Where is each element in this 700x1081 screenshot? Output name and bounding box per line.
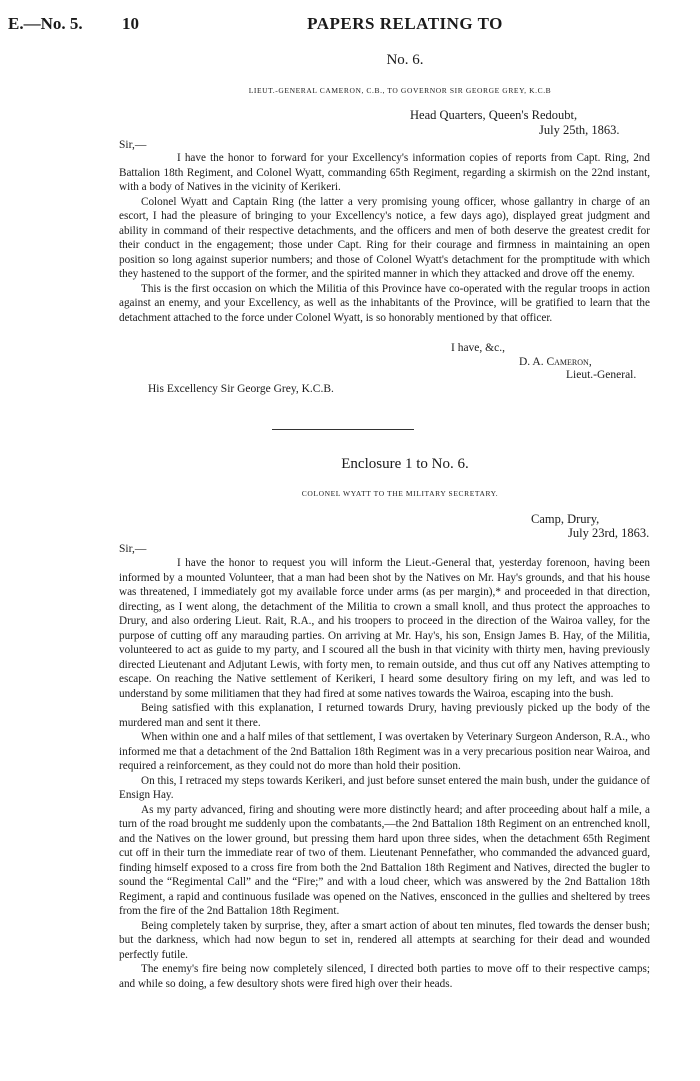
letter-number: No. 6. [386, 52, 424, 68]
letter-paragraph-1: I have the honor to forward for your Excellency's information copies of reports from Capt. Ring, 2nd Battalion 18th Regiment, and Colonel Wyatt, commanding 65th Regiment, regarding a skirmish on the 22nd instant, with a body of Natives in the vicinity of Kerikeri. [119, 152, 650, 193]
letter-date: July 25th, 1863. [539, 123, 620, 137]
letter-caption: LIEUT.-GENERAL CAMERON, C.B., TO GOVERNOR SIR GEORGE GREY, K.C.B [248, 86, 552, 95]
enclosure-caption: COLONEL WYATT TO THE MILITARY SECRETARY. [301, 489, 499, 498]
enclosure-salutation: Sir,— [119, 543, 147, 555]
running-head [0, 14, 700, 36]
enclosure-paragraph-4: On this, I retraced my steps towards Kerikeri, and just before sunset entered the main bush, under the guidance of Ensign Hay. [119, 774, 650, 801]
letter-signature: D. A. Cameron, [519, 356, 592, 368]
letter-body [119, 151, 650, 325]
letter-closing: I have, &c., [451, 342, 505, 354]
letter-paragraph-3: This is the first occasion on which the Militia of this Province have co-operated with the regular troops in action against an enemy, and your Excellency, as well as the inhabitants of the Province, will be gratified to learn that the detachment attached to the force under Colonel Wyatt, is so honorably mentioned by that officer. [119, 282, 650, 324]
series-label: E.—No. 5. [8, 14, 83, 33]
letter-salutation: Sir,— [119, 139, 147, 151]
letter-address-line1: Head Quarters, Queen's Redoubt, [410, 108, 578, 122]
letter-addressee: His Excellency Sir George Grey, K.C.B. [148, 383, 334, 395]
enclosure-address-line1: Camp, Drury, [531, 512, 600, 526]
enclosure-date: July 23rd, 1863. [568, 526, 650, 540]
enclosure-paragraph-2: Being satisfied with this explanation, I returned towards Drury, having previously picked up the body of the murdered man and sent it there. [119, 702, 650, 729]
running-title: PAPERS RELATING TO [307, 14, 503, 33]
enclosure-paragraph-5: As my party advanced, firing and shouting were more distinctly heard; and after proceeding about half a mile, a turn of the road brought me suddenly upon the combatants,—the 2nd Battalion 18th Regiment on an entrenched knoll, and the Natives on the lower ground, but pressing them hard upon three sides, when the detachment 65th Regiment cut off in their turn the immediate rear of two of them. Lieutenant Pennefather, who commanded the advanced guard, finding himself exposed to a cross fire from both the 2nd Battalion 18th Regiment and Natives, directed the bugler to sound the “Regimental Call” and the “Fire;” and with a loud cheer, which was answered by the 2nd Battalion 18th Regiment, a rapid and continuous fusilade was opened on the Natives, ensconced in the gullies and sheltered by trees from the fire of the 2nd Battalion 18th Regiment. [119, 803, 650, 917]
page-number: 10 [122, 14, 139, 33]
letter-signature-title: Lieut.-General. [566, 369, 637, 381]
enclosure-paragraph-3: When within one and a half miles of that settlement, I was overtaken by Veterinary Surgeon Anderson, R.A., who informed me that a detachment of the 2nd Battalion 18th Regiment was in a very precarious position near Wairoa, and required a reinforcement, as they could not do more than hold their position. [119, 731, 650, 772]
letter-paragraph-2: Colonel Wyatt and Captain Ring (the latter a very promising young officer, whose gallantry in charge of an escort, I had the pleasure of bringing to your Excellency's notice, a few days ago), displayed great judgment and ability in command of their respective detachments, and the officers and men of both deserve the greatest credit for their conduct in the engagement; those under Capt. Ring for their courage and firmness in maintaining an open position so long against superior numbers; and those of Colonel Wyatt's detachment for the promptitude with which they hastened to the support of the former, and the spirited manner in which they attacked and drove off the enemy. [119, 195, 650, 280]
enclosure-paragraph-6: Being completely taken by surprise, they, after a smart action of about ten minutes, fled towards the denser bush; but the darkness, which had now begun to set in, rendered all attempts at searching for their dead and wounded perfectly futile. [119, 919, 650, 961]
enclosure-paragraph-7: The enemy's fire being now completely silenced, I directed both parties to move off to their respective camps; and while so doing, a few desultory shots were fired high over their heads. [119, 963, 650, 990]
enclosure-body [119, 556, 650, 991]
section-divider [272, 429, 414, 430]
enclosure-title: Enclosure 1 to No. 6. [341, 456, 469, 472]
enclosure-paragraph-1: I have the honor to request you will inform the Lieut.-General that, yesterday forenoon, having been informed by a mounted Volunteer, that a man had been shot by the Natives on Mr. Hay's grounds, and that his house was threatened, I immediately got my available force under arms (as per margin),* and proceeded in that direction, directing, as I went along, the detachment of the Militia to crown a small knoll, and thus protect the approaches to Drury, and also ordering Lieut. Rait, R.A., and his troopers to proceed in the direction of the Wairoa valley, for the purpose of cutting off any marauding parties. On arriving at Mr. Hay's, his son, Ensign James B. Hay, of the Militia, volunteered to act as guide to my party, and I scoured all the bush in that vicinity with thirty men, having previously directed Lieutenant and Adjutant Lewis, with forty men, to remain outside, and thus cut off any Natives attempting to escape. On reaching the Native settlement of Kerikeri, I heard some desultory firing on my left, and was led to understand by some militiamen that they had fired at some natives towards the Wairoa, escaping into the bush. [119, 557, 650, 700]
